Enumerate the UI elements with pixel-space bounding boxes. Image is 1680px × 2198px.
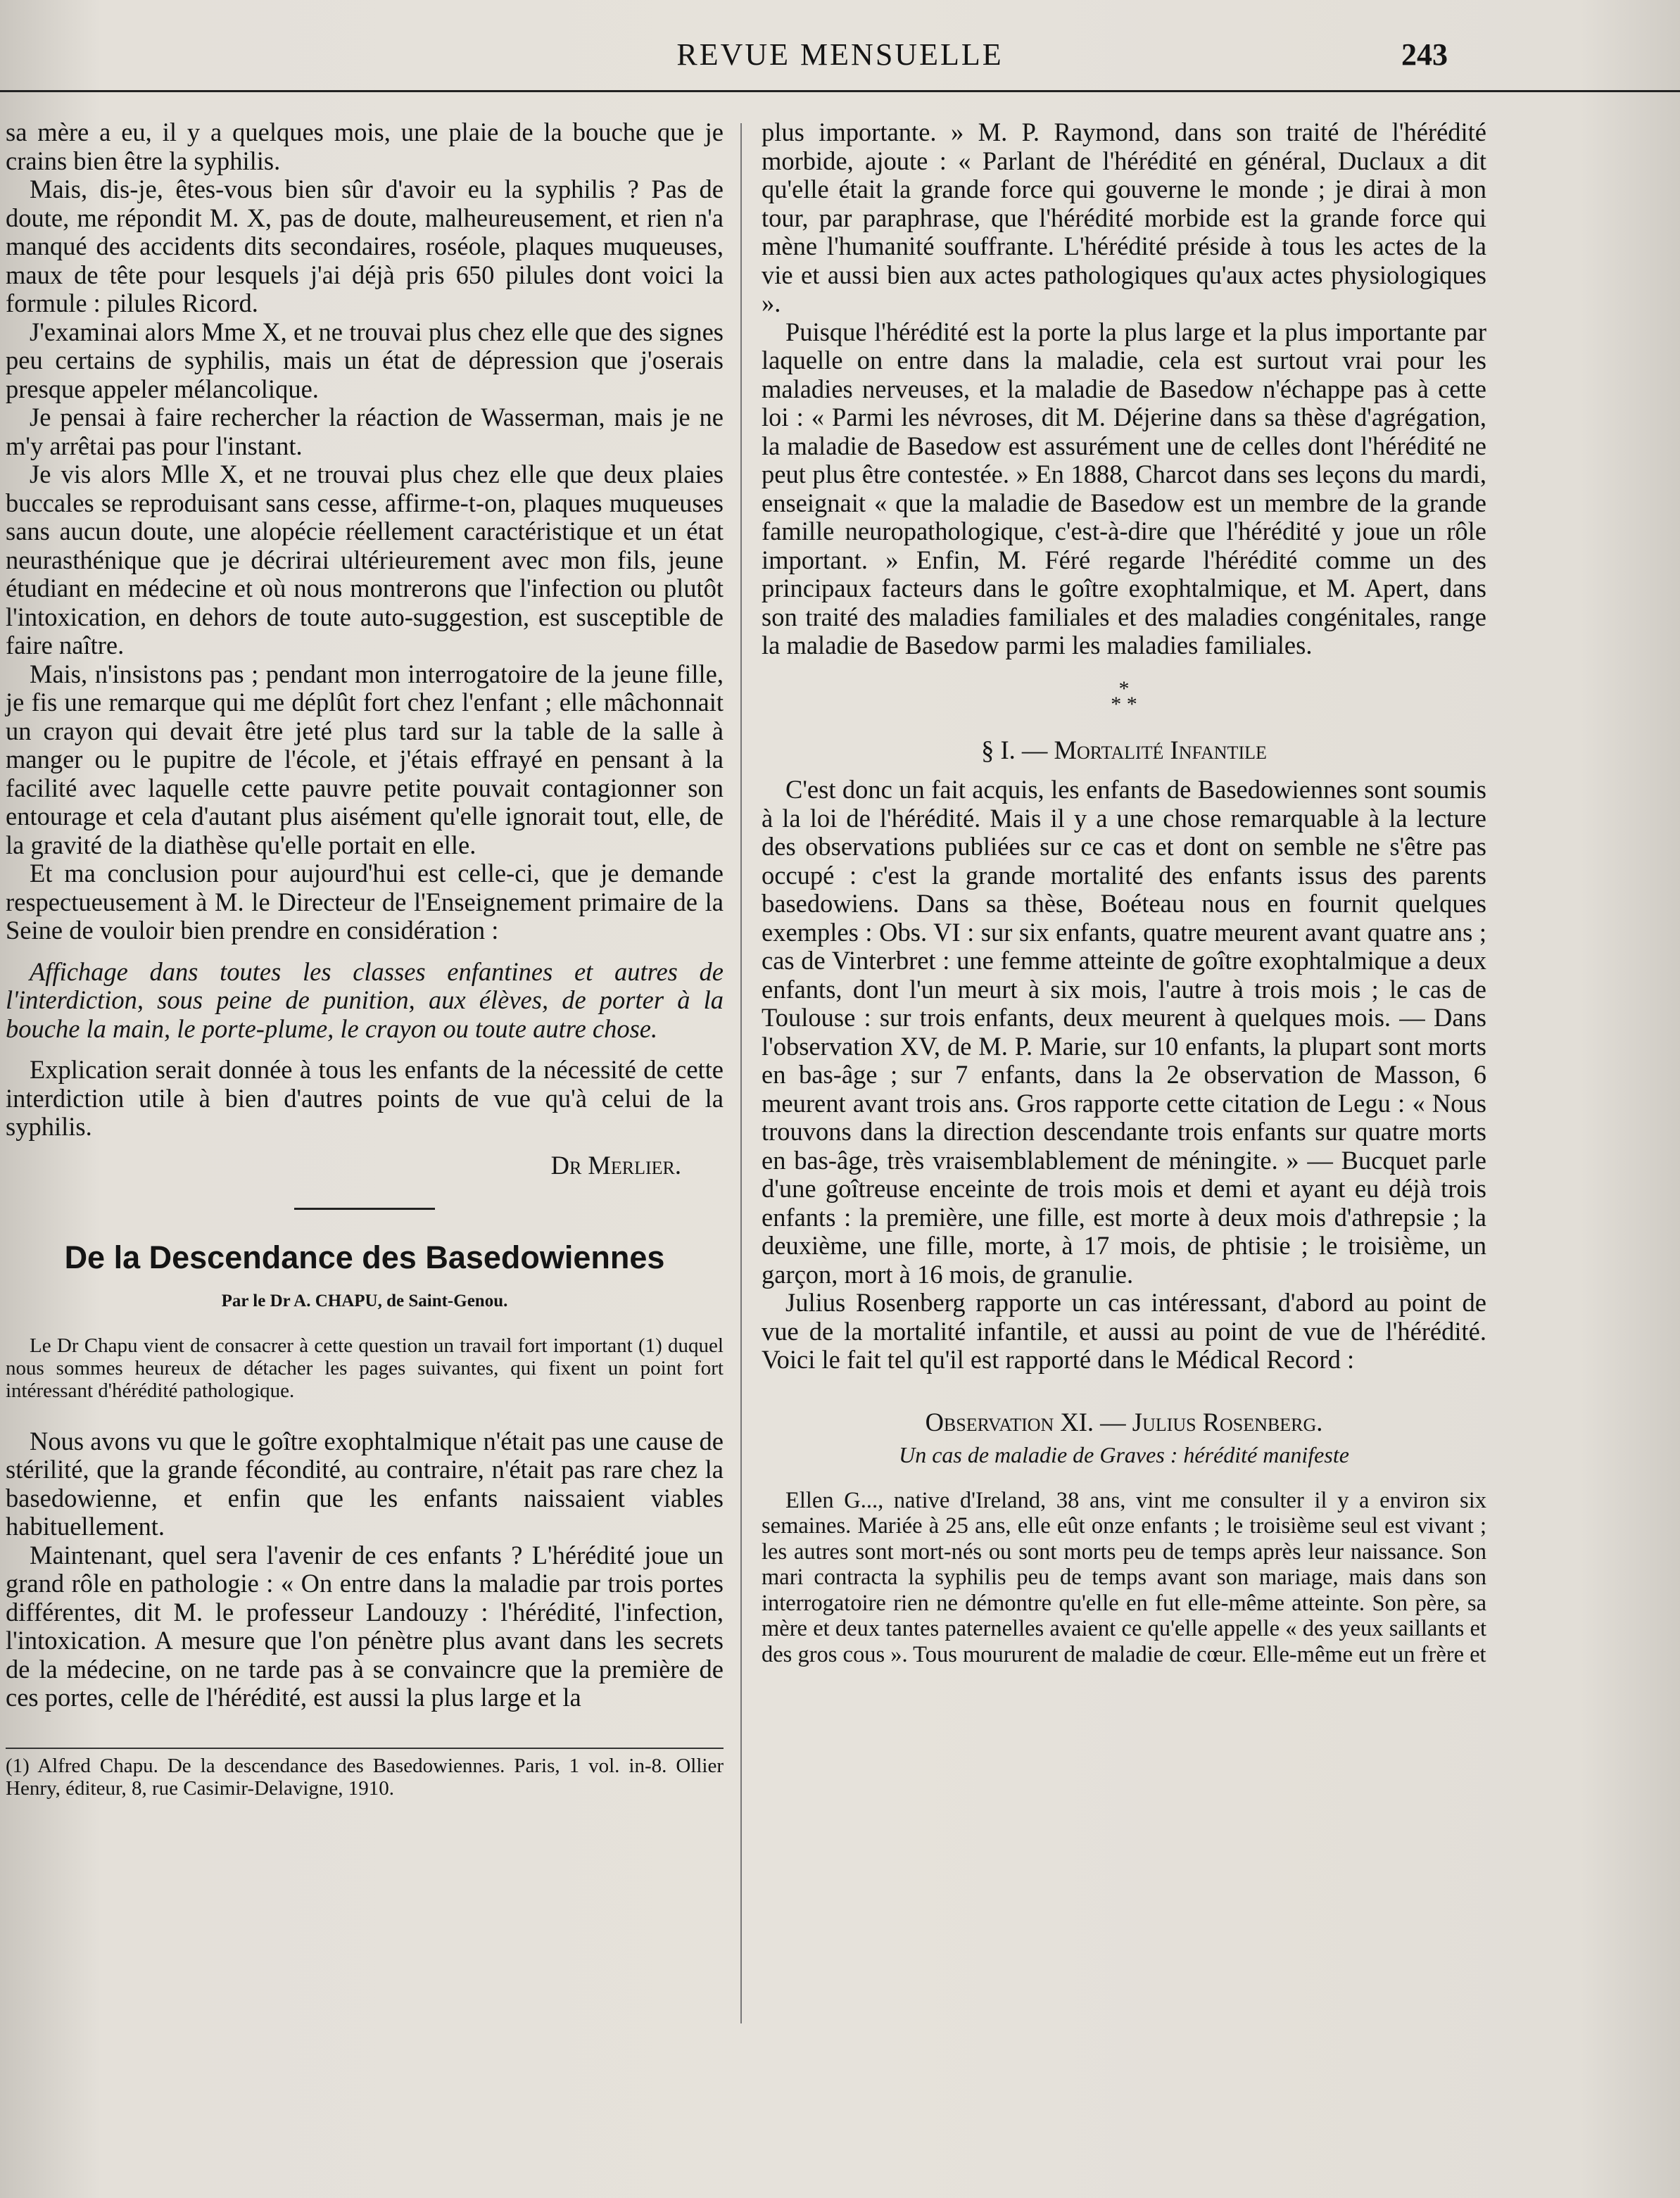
header-rule bbox=[0, 90, 1680, 92]
recommendation-paragraph: Affichage dans toutes les classes enfantines et autres de l'interdiction, sous peine de punition, aux élèves, de porter à la bouche la main, le porte-plume, le crayon ou toute autre chose. bbox=[6, 956, 724, 1043]
footnote: (1) Alfred Chapu. De la descendance des Basedowiennes. Paris, 1 vol. in-8. Ollier Henry, éditeur, 8, rue Casimir-Delavigne, 1910. bbox=[6, 1754, 724, 1800]
paragraph: plus importante. » M. P. Raymond, dans son traité de l'hérédité morbide, ajoute : « Parlant de l'hérédité en général, Duclaux a dit qu'elle était la grande force qui gouverne le monde ; je dirai à mon tour, par paraphrase, que l'hérédité morbide est la grande force qui mène l'humanité souffrante. L'hérédité préside à tous les actes de la vie et aussi bien aux actes pathologiques qu'aux actes physiologiques ». bbox=[762, 118, 1486, 317]
separator-rule bbox=[294, 1208, 435, 1210]
paragraph: Nous avons vu que le goître exophtalmique n'était pas une cause de stérilité, que la grande fécondité, au contraire, n'était pas rare chez la basedowienne, et enfin que les enfants naissaient viables habituellement. bbox=[6, 1426, 724, 1541]
section-title: § I. — Mortalité Infantile bbox=[981, 735, 1267, 764]
section-stars: * * * bbox=[1111, 676, 1137, 716]
paragraph: J'examinai alors Mme X, et ne trouvai plus chez elle que des signes peu certains de syphilis, mais un état de dépression que j'oserais presque appeler mélancolique. bbox=[6, 317, 724, 403]
page-header bbox=[0, 34, 1680, 76]
page-number: 243 bbox=[1401, 37, 1448, 72]
column-divider bbox=[740, 123, 742, 2023]
paragraph: Mais, n'insistons pas ; pendant mon interrogatoire de la jeune fille, je fis une remarque qui me déplût fort chez l'enfant ; elle mâchonnait un crayon qui devait être jeté plus tard sur la table de la salle à manger ou le pupitre de l'école, et j'étais effrayé en pensant à la facilité avec laquelle cette pauvre petite pouvait contagionner son entourage et cela d'autant plus aisément qu'elle ignorait tout, elle, de la gravité de la diathèse qu'elle portait en elle. bbox=[6, 659, 724, 859]
paragraph: Julius Rosenberg rapporte un cas intéressant, d'abord au point de vue de la mortalité infantile, et aussi au point de vue de l'hérédité. Voici le fait tel qu'il est rapporté dans le Médical Record : bbox=[762, 1288, 1486, 1374]
observation-subtitle: Un cas de maladie de Graves : hérédité manifeste bbox=[899, 1442, 1349, 1467]
paragraph: Je vis alors Mlle X, et ne trouvai plus chez elle que deux plaies buccales se reproduisant sans cesse, affirme-t-on, plaques muqueuses sans aucun doute, une alopécie réellement caractéristique et un état neurasthénique que je décrirai ultérieurement avec mon fils, jeune étudiant en médecine et où nous montrerons que l'infection ou plutôt l'intoxication, en dehors de toute auto-suggestion, est susceptible de faire naître. bbox=[6, 460, 724, 659]
paragraph: Mais, dis-je, êtes-vous bien sûr d'avoir eu la syphilis ? Pas de doute, me répondit M. X, pas de doute, malheureusement, et rien n'a manqué des accidents dits secondaires, roséole, plaques muqueuses, maux de tête pour lesquels j'ai déjà pris 650 pilules dont voici la formule : pilules Ricord. bbox=[6, 175, 724, 317]
paragraph: Explication serait donnée à tous les enfants de la nécessité de cette interdiction utile à bien d'autres points de vue qu'à celui de la syphilis. bbox=[6, 1055, 724, 1141]
observation-text: Ellen G..., native d'Ireland, 38 ans, vint me consulter il y a environ six semaines. Mariée à 25 ans, elle eût onze enfants ; le troisième seul est vivant ; les autres sont mort-nés ou sont morts peu de temps après leur naissance. Son mari contracta la syphilis peu de temps avant son mariage, mais dans son interrogatoire rien ne démontre qu'elle en fut elle-même atteinte. Son père, sa mère et deux tantes paternelles avaient ce qu'elle appelle « des yeux saillants et des gros cous ». Tous moururent de maladie de cœur. Elle-même eut un frère et bbox=[762, 1487, 1486, 1667]
paragraph: C'est donc un fait acquis, les enfants de Basedowiennes sont soumis à la loi de l'hérédité. Mais il y a une chose remarquable à la lecture des observations publiées sur ce cas et dont on semble ne s'être pas occupé : c'est la grande mortalité des enfants issus des parents basedowiens. Dans sa thèse, Boéteau nous en fournit quelques exemples : Obs. VI : sur six enfants, quatre meurent avant quatre ans ; cas de Vinterbret : une femme atteinte de goître exophtalmique a deux enfants, dont l'un meurt à six mois, l'autre à trois mois ; le cas de Toulouse : sur trois enfants, deux meurent à quelques mois. — Dans l'observation XV, de M. P. Marie, sur 10 enfants, la plupart sont morts en bas-âge ; sur 7 enfants, dans la 2e observation de Masson, 6 meurent avant trois ans. Gros rapporte cette citation de Legu : « Nous trouvons dans la direction descendante trois enfants sur quatre morts en bas-âge, très vraisemblablement de méningite. » — Bucquet parle d'une goîtreuse enceinte de trois mois et demi et ayant eu déjà trois enfants : la première, une fille, est morte à deux mois d'athrepsie ; la deuxième, une fille, morte, à 17 mois, de phtisie ; le troisième, un garçon, mort à 16 mois, de granulie. bbox=[762, 775, 1486, 1289]
right-column bbox=[762, 118, 1486, 1667]
paragraph: Puisque l'hérédité est la porte la plus large et la plus importante par laquelle on entre dans la maladie, cela est surtout vrai pour les maladies nerveuses, et la maladie de Basedow n'échappe pas à cette loi : « Parmi les névroses, dit M. Déjerine dans sa thèse d'agrégation, la maladie de Basedow est assurément une de celles dont l'hérédité ne peut plus être contestée. » En 1888, Charcot dans ses leçons du mardi, enseignait « que la maladie de Basedow est un membre de la grande famille neuropathologique, c'est-à-dire que l'hérédité y joue un rôle important. » Enfin, M. Féré regarde l'hérédité comme un des principaux facteurs dans le goître exophtalmique, et M. Apert, dans son traité des maladies familiales et des maladies congénitales, range la maladie de Basedow parmi les maladies familiales. bbox=[762, 317, 1486, 659]
footnote-rule bbox=[6, 1748, 724, 1749]
intro-paragraph: Le Dr Chapu vient de consacrer à cette question un travail fort important (1) duquel nous sommes heureux de détacher les pages suivantes, qui fixent un point fort intéressant d'hérédité pathologique. bbox=[6, 1334, 724, 1402]
article-title: De la Descendance des Basedowiennes bbox=[64, 1239, 665, 1275]
paragraph: Et ma conclusion pour aujourd'hui est celle-ci, que je demande respectueusement à M. le Directeur de l'Enseignement primaire de la Seine de vouloir bien prendre en considération : bbox=[6, 859, 724, 945]
running-title: REVUE MENSUELLE bbox=[676, 37, 1004, 72]
byline: Par le Dr A. CHAPU, de Saint-Genou. bbox=[221, 1291, 508, 1310]
left-column bbox=[6, 118, 724, 1800]
paragraph: sa mère a eu, il y a quelques mois, une plaie de la bouche que je crains bien être la syphilis. bbox=[6, 118, 724, 175]
paragraph: Je pensai à faire rechercher la réaction de Wasserman, mais je ne m'y arrêtai pas pour l'instant. bbox=[6, 403, 724, 460]
paragraph: Maintenant, quel sera l'avenir de ces enfants ? L'hérédité joue un grand rôle en pathologie : « On entre dans la maladie par trois portes différentes, dit M. le professeur Landouzy : l'hérédité, l'infection, l'intoxication. A mesure que l'on pénètre plus avant dans les secrets de la médecine, on ne tarde pas à se convaincre que la première de ces portes, celle de l'hérédité, est aussi la plus large et la bbox=[6, 1540, 724, 1712]
observation-title: Observation XI. — Julius Rosenberg. bbox=[925, 1407, 1323, 1436]
signature: Dr Merlier. bbox=[550, 1150, 681, 1180]
